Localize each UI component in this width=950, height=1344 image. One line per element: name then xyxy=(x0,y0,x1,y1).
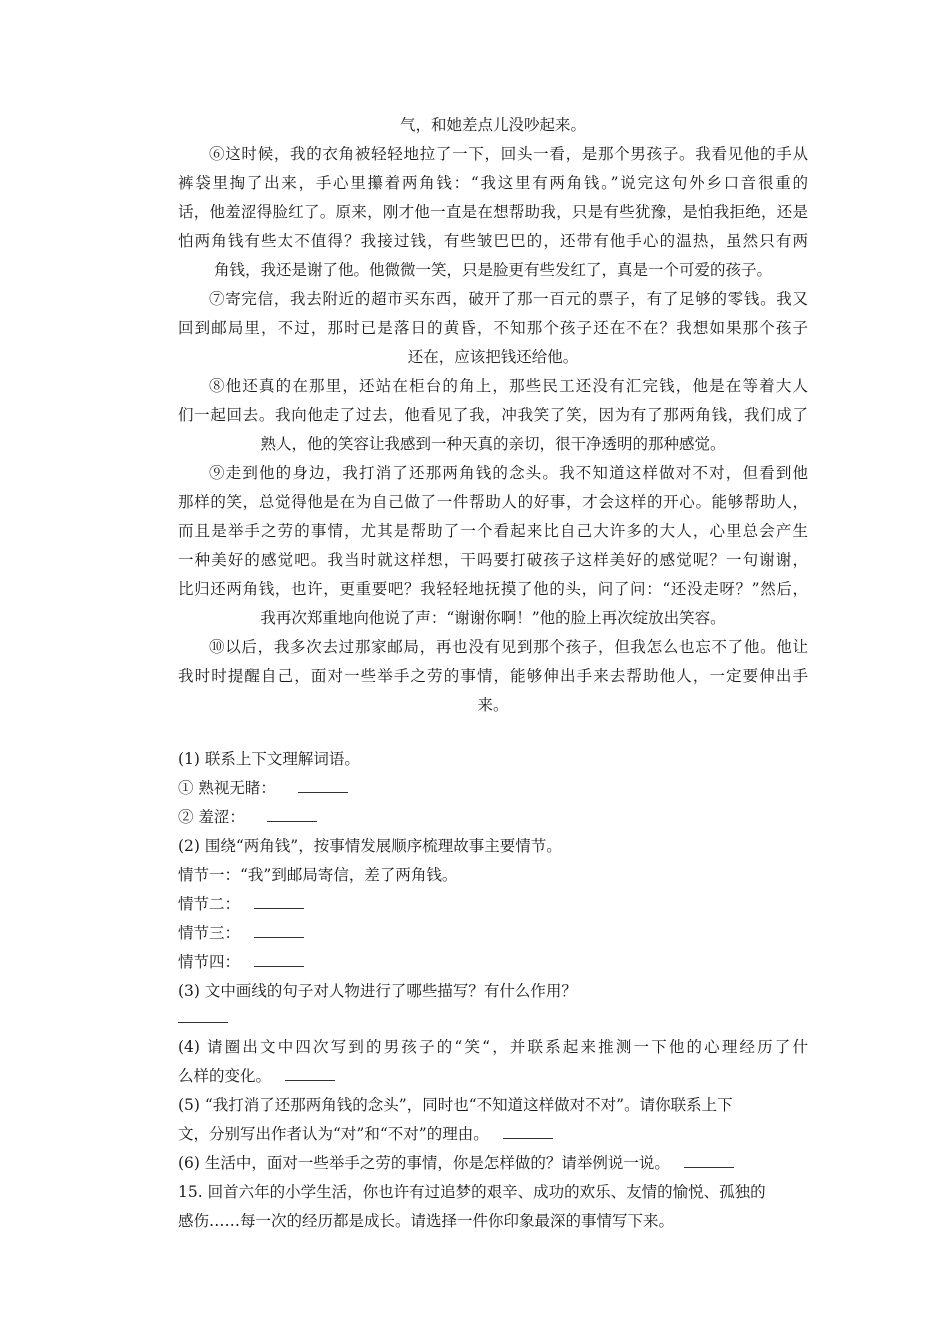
question-3: (3) 文中画线的句子对人物进行了哪些描写？有什么作用？ xyxy=(178,982,577,1000)
question-4-line-1: (4) 请圈出文中四次写到的男孩子的“笑“，并联系起来推测一下他的心理经历了什 xyxy=(178,1038,808,1056)
paragraph-9-line: 一种美好的感觉吧。我当时就这样想，干吗要打破孩子这样美好的感觉呢？一句谢谢， xyxy=(178,551,808,569)
question-5-line-1: (5) “我打消了还那两角钱的念头”，同时也“不知道这样做对不对”。请你联系上下 xyxy=(178,1096,733,1114)
paragraph-10-line: ⑩以后，我多次去过那家邮局，再也没有见到那个孩子，但我怎么也忘不了他。他让 xyxy=(209,638,808,656)
question-2-plot-2: 情节二： xyxy=(178,890,808,918)
paragraph-8-line: 们一起回去。我向他走了过去，他看见了我，冲我笑了笑，因为有了那两角钱，我们成了 xyxy=(178,406,808,424)
question-15-line-1: 15. 回首六年的小学生活，你也许有过追梦的艰辛、成功的欢乐、友情的愉悦、孤独的 xyxy=(178,1183,766,1201)
answer-blank[interactable] xyxy=(285,1066,335,1081)
question-1: (1) 联系上下文理解词语。 xyxy=(178,750,360,768)
question-15-line-2: 感伤……每一次的经历都是成长。请选择一件你印象最深的事情写下来。 xyxy=(178,1212,675,1230)
question-6: (6) 生活中，面对一些举手之劳的事情，你是怎样做的？请举例说一说。 xyxy=(178,1149,808,1177)
answer-blank[interactable] xyxy=(254,894,304,909)
question-4-line-2: 么样的变化。 xyxy=(178,1062,808,1090)
paragraph-9-line: ⑨走到他的身边，我打消了还那两角钱的念头。我不知道这样做对不对，但看到他 xyxy=(209,464,808,482)
question-5-line-2: 文，分别写出作者认为“对”和“不对”的理由。 xyxy=(178,1120,808,1148)
answer-blank[interactable] xyxy=(254,952,304,967)
question-1-item-b: ② 羞涩： xyxy=(178,803,808,831)
question-2-plot-4: 情节四： xyxy=(178,948,808,976)
paragraph-6-line: 怕两角钱有些太不值得？我接过钱，有些皱巴巴的，还带有他手心的温热，虽然只有两 xyxy=(178,232,808,250)
paragraph-6-line: ⑥这时候，我的衣角被轻轻地拉了一下，回头一看，是那个男孩子。我看见他的手从 xyxy=(209,145,808,163)
paragraph-9-line: 而且是举手之劳的事情，尤其是帮助了一个看起来比自己大许多的大人，心里总会产生 xyxy=(178,522,808,540)
paragraph-9-line: 比归还两角钱，也许，更重要吧？我轻轻地抚摸了他的头，问了问：“还没走呀？”然后， xyxy=(178,580,808,598)
answer-blank[interactable] xyxy=(267,807,317,822)
paragraph-6-line: 角钱，我还是谢了他。他微微一笑，只是脸更有些发红了，真是一个可爱的孩子。 xyxy=(213,261,772,279)
paragraph-9-line: 那样的笑，总觉得他是在为自己做了一件帮助人的好事，才会这样的开心。能够帮助人， xyxy=(178,493,808,511)
answer-blank[interactable] xyxy=(684,1153,734,1168)
paragraph-8-line: ⑧他还真的在那里，还站在柜台的角上，那些民工还没有汇完钱，他是在等着大人 xyxy=(209,377,808,395)
paragraph-10-line: 我时时提醒自己，面对一些举手之劳的事情，能够伸出手来去帮助他人，一定要伸出手 xyxy=(178,667,808,685)
paragraph-7-line: ⑦寄完信，我去附近的超市买东西，破开了那一百元的票子，有了足够的零钱。我又 xyxy=(209,290,808,308)
answer-blank[interactable] xyxy=(503,1124,553,1139)
paragraph-7-line: 回到邮局里，不过，那时已是落日的黄昏，不知那个孩子还在不在？我想如果那个孩子 xyxy=(178,319,808,337)
paragraph-9-line: 我再次郑重地向他说了声：“谢谢你啊！”他的脸上再次绽放出笑容。 xyxy=(260,609,726,627)
question-1-item-a: ① 熟视无睹： xyxy=(178,774,808,802)
paragraph-5-tail: 气，和她差点儿没吵起来。 xyxy=(399,116,586,134)
paragraph-7-line: 还在，应该把钱还给他。 xyxy=(407,348,579,366)
paragraph-10-line: 来。 xyxy=(477,696,509,714)
question-2-plot-3: 情节三： xyxy=(178,919,808,947)
answer-blank[interactable] xyxy=(298,778,348,793)
paragraph-6-line: 裤袋里掏了出来，手心里攥着两角钱：“我这里有两角钱。”说完这句外乡口音很重的 xyxy=(178,174,808,192)
question-2-plot-1: 情节一：“我”到邮局寄信，差了两角钱。 xyxy=(178,866,458,884)
answer-blank[interactable] xyxy=(254,923,304,938)
paragraph-6-line: 话，他羞涩得脸红了。原来，刚才他一直是在想帮助我，只是有些犹豫，是怕我拒绝，还是 xyxy=(178,203,808,221)
question-2: (2) 围绕“两角钱”，按事情发展顺序梳理故事主要情节。 xyxy=(178,837,562,855)
answer-blank[interactable] xyxy=(178,1022,228,1023)
paragraph-8-line: 熟人，他的笑容让我感到一种天真的亲切，很干净透明的那种感觉。 xyxy=(260,435,726,453)
